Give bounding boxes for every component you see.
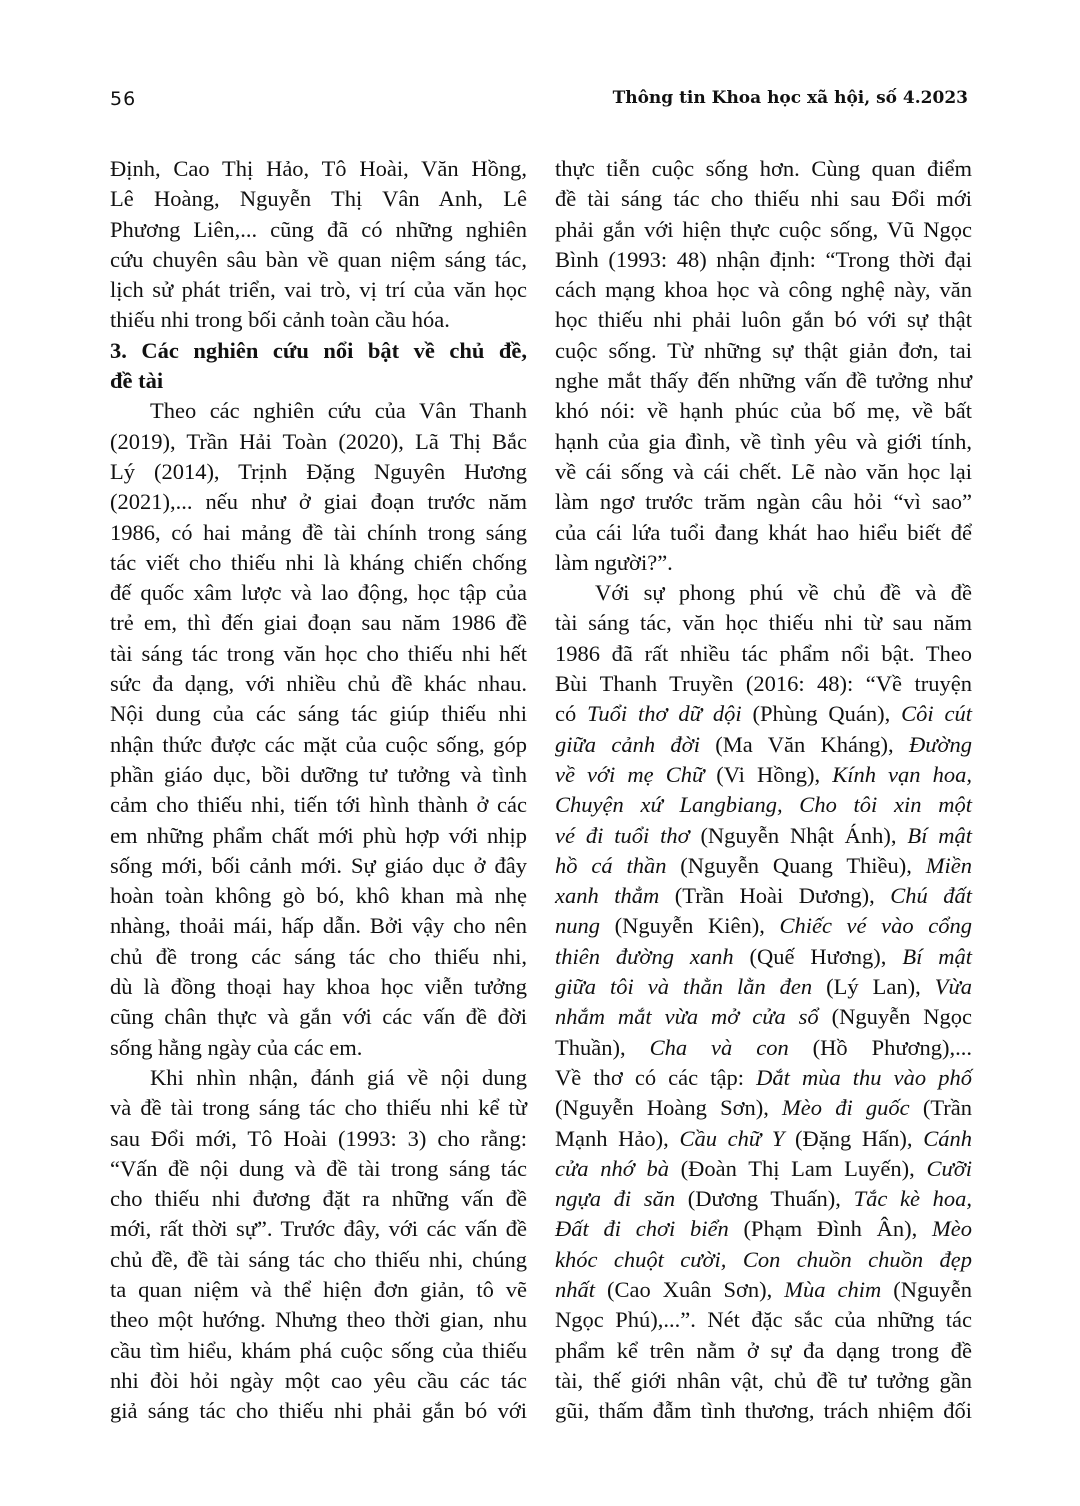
left-column-line: (2021),... nếu như ở giai đoạn trước năm [110, 489, 527, 515]
text-segment: (Cao Xuân Sơn), [595, 1276, 785, 1302]
italic-title-text: Tắc kè hoa, [853, 1186, 972, 1212]
italic-title-text: xanh thẳm [555, 883, 660, 909]
text-segment: (Nguyễn Kiên), [600, 913, 780, 939]
italic-title-text: hồ cá thần [555, 852, 667, 878]
italic-title-text: nung [555, 913, 600, 939]
left-column-line: phần giáo dục, bồi dưỡng tư tưởng và tình [110, 761, 527, 787]
left-column-line: thiếu nhi trong bối cảnh toàn cầu hóa. [110, 307, 450, 333]
right-column-line [555, 790, 972, 820]
right-column-line [555, 1033, 972, 1063]
left-column-line: sống hằng ngày của các em. [110, 1034, 363, 1060]
right-column-line: phẩm kể trên nằm ở sự đa dạng trong đề [555, 1337, 972, 1363]
text-segment: Thuần), [555, 1034, 650, 1060]
right-column-line [555, 911, 972, 941]
left-column-line: nhi đòi hỏi ngày một cao yêu cầu các tác [110, 1367, 527, 1393]
right-column-line [555, 1214, 972, 1244]
italic-title-text: về với mẹ Chữ [555, 761, 705, 787]
left-column-line: ta quan niệm và thể hiện đơn giản, tô vẽ [110, 1276, 527, 1302]
text-segment: (Đặng Hấn), [784, 1125, 924, 1151]
text-segment: (Trần [909, 1095, 972, 1121]
italic-title-text: cửa nhớ bà [555, 1155, 669, 1181]
italic-title-text: Cánh [923, 1125, 972, 1151]
text-segment: (Nguyễn [881, 1276, 972, 1302]
right-column-line [555, 1002, 972, 1032]
right-column-line [555, 699, 972, 729]
right-column-line: cuộc sống. Từ những sự thật giản đơn, tai [555, 337, 972, 363]
right-column-line [555, 760, 972, 790]
right-column-line [555, 1154, 972, 1184]
italic-title-text: Bí mật [902, 943, 972, 969]
italic-title-text: ngựa đi săn [555, 1186, 676, 1212]
left-column-line: chủ đề, đề tài sáng tác cho thiếu nhi, chúng [110, 1246, 527, 1272]
left-column-line: Theo các nghiên cứu của Vân Thanh [150, 398, 527, 424]
left-column-line: và đề tài trong sáng tác cho thiếu nhi kể từ [110, 1095, 527, 1121]
italic-title-text: Chuyện xứ Langbiang, Cho tôi xin một [555, 792, 972, 818]
left-column-line: Lý (2014), Trịnh Đặng Nguyên Hương [110, 458, 527, 484]
italic-title-text: Mùa chim [784, 1276, 882, 1302]
italic-title-text: Cha và con [649, 1034, 789, 1060]
right-column-line: làm ngơ trước trăm ngàn câu hỏi “vì sao” [555, 489, 972, 515]
right-column-line: 1986 đã rất nhiều tác phẩm nổi bật. Theo [555, 640, 972, 666]
left-column-line: sau Đổi mới, Tô Hoài (1993: 3) cho rằng: [110, 1125, 527, 1151]
left-column-line: trẻ em, thì đến giai đoạn sau năm 1986 đề [110, 610, 527, 636]
right-column-line [555, 1245, 972, 1275]
left-column-line: chủ đề trong các sáng tác cho thiếu nhi, [110, 943, 527, 969]
left-column-line: tác viết cho thiếu nhi là kháng chiến chống [110, 549, 527, 575]
right-column-line: hạnh của gia đình, về tình yêu và giới tính, [555, 428, 972, 454]
italic-title-text: nhất [555, 1276, 596, 1302]
right-column-line: khó nói: về hạnh phúc của bố mẹ, về bất [555, 398, 972, 424]
left-column-line: (2019), Trần Hải Toàn (2020), Lã Thị Bắc [110, 428, 527, 454]
text-segment: (Phạm Đình Ân), [728, 1216, 933, 1242]
text-segment: có [555, 701, 588, 727]
text-segment: (Quế Hương), [733, 943, 903, 969]
left-column-line: đế quốc xâm lược và lao động, học tập của [110, 580, 527, 606]
italic-title-text: Đất đi chơi biển [555, 1216, 729, 1242]
right-column-line [555, 942, 972, 972]
left-column-line: Nội dung của các sáng tác giúp thiếu nhi [110, 701, 527, 727]
right-column-line: Với sự phong phú về chủ đề và đề [595, 580, 972, 606]
text-segment: (Nguyễn Quang Thiều), [666, 852, 926, 878]
text-segment: (Hồ Phương),... [788, 1034, 972, 1060]
italic-title-text: Mèo [932, 1216, 972, 1242]
right-column-line: làm người?”. [555, 549, 673, 575]
left-column-line: tài sáng tác trong văn học cho thiếu nhi hết [110, 640, 527, 666]
right-column-line [555, 1124, 972, 1154]
left-column-line: dù là đồng thoại hay khoa học viễn tưởng [110, 974, 527, 1000]
italic-title-text: Cầu chữ Y [679, 1125, 785, 1151]
italic-title-text: Chiếc vé vào cổng [779, 913, 972, 939]
italic-title-text: Miền [925, 852, 972, 878]
italic-title-text: Tuổi thơ dữ dội [587, 701, 742, 727]
italic-title-text: Đường [908, 731, 972, 757]
right-column-line [555, 730, 972, 760]
right-column-line: Ngọc Phú),...”. Nét đặc sắc của những tác [555, 1307, 972, 1333]
right-column-line: nghe mắt thấy đến những vấn đề tưởng như [555, 368, 972, 394]
text-segment: (Nguyễn Ngọc [818, 1004, 972, 1030]
left-column-line: Định, Cao Thị Hảo, Tô Hoài, Văn Hồng, [110, 156, 527, 181]
italic-title-text: khóc chuột cười, Con chuồn chuồn đẹp [555, 1246, 972, 1272]
text-segment: Về thơ có các tập: [555, 1064, 757, 1090]
right-column-line: thực tiễn cuộc sống hơn. Cùng quan điểm [555, 156, 972, 181]
right-column-line [555, 1275, 972, 1305]
right-column-line [555, 881, 972, 911]
italic-title-text: Côi cút [901, 701, 972, 727]
italic-title-text: thiên đường xanh [555, 943, 734, 969]
running-title: Thông tin Khoa học xã hội, số 4.2023 [612, 88, 968, 108]
italic-title-text: Chú đất [890, 883, 972, 909]
right-column-line [555, 972, 972, 1002]
text-segment: (Phùng Quán), [741, 701, 902, 727]
right-column-line [555, 851, 972, 881]
text-segment: (Lý Lan), [812, 974, 935, 1000]
left-column-line: mới, rất thời sự”. Trước đây, với các vấn đề [110, 1216, 527, 1242]
right-column-line: của cái lứa tuổi đang khát hao hiểu biết để [555, 519, 972, 545]
right-column-line [555, 821, 972, 851]
right-column-line: gũi, thấm đẫm tình thương, trách nhiệm đối [555, 1398, 972, 1424]
left-column-line: sống mới, bối cảnh mới. Sự giáo dục ở đây [110, 852, 527, 878]
right-column-line: phải gắn với hiện thực cuộc sống, Vũ Ngọc [555, 216, 972, 242]
italic-title-text: Dắt mùa thu vào phố [756, 1064, 972, 1090]
left-column-line: theo một hướng. Nhưng theo thời gian, nhu [110, 1307, 527, 1333]
left-column-line: 3. Các nghiên cứu nổi bật về chủ đề, [110, 337, 527, 363]
left-column-line: nhàng, thoải mái, hấp dẫn. Bởi vậy cho nên [110, 913, 527, 939]
left-column-line: cứu chuyên sâu bàn về quan niệm sáng tác, [110, 246, 527, 272]
italic-title-text: vé đi tuổi thơ [555, 822, 690, 848]
left-column-line: cũng chân thực và gắn với các vấn đề đời [110, 1004, 527, 1030]
left-column-line: nhận thức được các mặt của cuộc sống, góp [110, 731, 527, 757]
left-column-line: 1986, có hai mảng đề tài chính trong sáng [110, 519, 527, 545]
text-segment: (Trần Hoài Dương), [659, 883, 891, 909]
italic-title-text: giữa cảnh đời [555, 731, 700, 757]
right-column-line: Bình (1993: 48) nhận định: “Trong thời đại [555, 246, 972, 272]
left-column [110, 154, 527, 1426]
text-segment: (Ma Văn Kháng), [699, 731, 909, 757]
left-column-line: hoàn toàn không gò bó, khô khan mà nhẹ [110, 883, 527, 909]
italic-title-text: Kính vạn hoa, [832, 761, 972, 787]
italic-title-text: nhắm mắt vừa mở cửa sổ [555, 1004, 819, 1030]
italic-title-text: Cưỡi [926, 1155, 972, 1181]
left-column-line: lịch sử phát triển, vai trò, vị trí của văn học [110, 277, 527, 303]
italic-title-text: Vừa [934, 974, 972, 1000]
page-header [0, 88, 1080, 128]
left-column-line: đề tài [110, 368, 164, 394]
text-segment: Mạnh Hảo), [555, 1125, 680, 1151]
right-column-line: Bùi Thanh Truyền (2016: 48): “Về truyện [555, 671, 972, 697]
right-column-line: tài sáng tác, văn học thiếu nhi từ sau năm [555, 610, 972, 636]
left-column-line: em những phẩm chất mới phù hợp với nhịp [110, 822, 527, 848]
left-column-line: cho thiếu nhi đương đặt ra những vấn đề [110, 1186, 527, 1212]
text-segment: (Đoàn Thị Lam Luyến), [668, 1155, 927, 1181]
text-segment: (Nguyễn Nhật Ánh), [689, 822, 908, 848]
right-column-line: tài, thế giới nhân vật, chủ đề tư tưởng gần [555, 1367, 972, 1393]
italic-title-text: giữa tôi và thằn lằn đen [555, 974, 813, 1000]
left-column-line: cầu tìm hiểu, khám phá cuộc sống của thiếu [110, 1337, 527, 1363]
right-column-line: về cái sống và cái chết. Lẽ nào văn học lại [555, 458, 972, 484]
right-column-line [555, 1184, 972, 1214]
left-column-line: Phương Liên,... cũng đã có những nghiên [110, 216, 527, 242]
page-number: 56 [110, 88, 137, 110]
right-column-line: cách mạng khoa học và công nghệ này, văn [555, 277, 972, 303]
left-column-line: Khi nhìn nhận, đánh giá về nội dung [150, 1064, 527, 1090]
right-column [555, 154, 972, 1426]
text-segment: (Vi Hồng), [704, 761, 833, 787]
right-column-line: đề tài sáng tác cho thiếu nhi sau Đổi mới [555, 186, 972, 212]
right-column-line [555, 1063, 972, 1093]
text-segment: (Dương Thuấn), [675, 1186, 854, 1212]
text-segment: (Nguyễn Hoàng Sơn), [555, 1095, 783, 1121]
right-column-line: học thiếu nhi phải luôn gắn bó với sự thật [555, 307, 972, 333]
left-column-line: Lê Hoàng, Nguyễn Thị Vân Anh, Lê [110, 186, 527, 212]
left-column-line: “Vấn đề nội dung và đề tài trong sáng tác [110, 1155, 527, 1181]
italic-title-text: Bí mật [907, 822, 972, 848]
left-column-line: sức đa dạng, với nhiều chủ đề khác nhau. [110, 671, 527, 697]
italic-title-text: Mèo đi guốc [782, 1095, 910, 1121]
right-column-line [555, 1093, 972, 1123]
left-column-line: giả sáng tác cho thiếu nhi phải gắn bó với [110, 1398, 527, 1424]
left-column-line: cảm cho thiếu nhi, tiến tới hình thành ở các [110, 792, 527, 818]
